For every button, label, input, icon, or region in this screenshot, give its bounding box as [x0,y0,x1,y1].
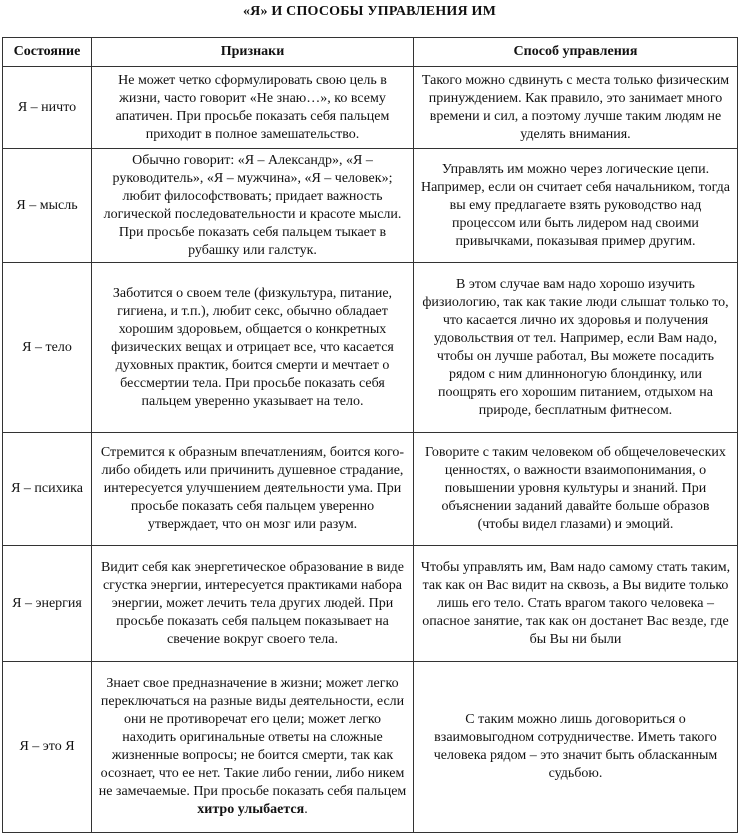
table-row [3,67,738,149]
column-header-method: Способ управления [414,38,738,67]
method-cell: Управлять им можно через логические цепи. Например, если он считает себя начальником, тогда вы ему предлагаете взять руководство над процессом или быть лидером над своими привычками, показывая пример другим. [414,149,738,263]
method-cell: В этом случае вам надо хорошо изучить физиологию, так как такие люди слышат только то, что касается лично их здоровья и получения удовольствия от тел. Например, если Вам надо, чтобы он лучше работал, Вы можете посадить рядом с ним длинноногую блондинку, или поощрять его хорошим питанием, отдыхом на природе, бесплатным фитнесом. [414,263,738,433]
table-row [3,263,738,433]
state-cell: Я – энергия [3,546,92,662]
table-row [3,662,738,833]
document-title: «Я» И СПОСОБЫ УПРАВЛЕНИЯ ИМ [242,4,497,19]
signs-end: . [304,802,308,817]
method-cell: Такого можно сдвинуть с места только физическим принуждением. Как правило, это занимает много времени и сил, а поэтому лучше таким людям не уделять внимания. [414,67,738,149]
state-cell: Я – тело [3,263,92,433]
method-cell: Говорите с таким человеком об общечеловеческих ценностях, о важности взаимопонимания, о повышении уровня культуры и знаний. При объяснении заданий давайте больше образов (чтобы видел глазами) и эмоций. [414,433,738,546]
signs-cell: Заботится о своем теле (физкультура, питание, гигиена, и т.п.), любит секс, обычно обладает хорошим здоровьем, общается о конкретных физических вещах и отрицает все, что касается духовных практик, боится смерти и мечтает о бессмертии тела. При просьбе показать себя пальцем уверенно указывает на тело. [92,263,414,433]
management-table [2,37,738,833]
signs-cell: Не может четко сформулировать свою цель в жизни, часто говорит «Не знаю…», ко всему апатичен. При просьбе показать себя пальцем приходит в полное замешательство. [92,67,414,149]
state-cell: Я – ничто [3,67,92,149]
signs-cell: Обычно говорит: «Я – Александр», «Я – руководитель», «Я – мужчина», «Я – человек»; любит философствовать; придает важность логической последовательности и красоте мысли. При просьбе показать себя пальцем тыкает в рубашку или галстук. [92,149,414,263]
table-row [3,149,738,263]
column-header-state: Состояние [3,38,92,67]
method-cell: Чтобы управлять им, Вам надо самому стать таким, так как он Вас видит на сквозь, а Вы видите только лишь его тело. Стать врагом такого человека – опасное занятие, так как он достанет Вас везде, где бы Вы ни были [414,546,738,662]
column-header-signs: Признаки [92,38,414,67]
signs-cell [92,662,414,833]
signs-cell: Стремится к образным впечатлениям, боится кого-либо обидеть или причинить душевное страдание, интересуется улучшением деятельности ума. При просьбе показать себя пальцем уверенно утверждает, что он мозг или разум. [92,433,414,546]
signs-cell: Видит себя как энергетическое образование в виде сгустка энергии, интересуется практиками набора энергии, может лечить тела других людей. При просьбе показать себя пальцем показывает на свечение вокруг своего тела. [92,546,414,662]
signs-text: Знает свое предназначение в жизни; может легко переключаться на разные виды деятельности, если они не противоречат его цели; может легко находить оригинальные ответы на сложные жизненные вопросы; не боится смерти, так как осознает, что ее нет. Такие либо гении, либо никем не замечаемые. При просьбе показать себя пальцем [98,676,407,799]
state-cell: Я – это Я [3,662,92,833]
state-cell: Я – мысль [3,149,92,263]
method-cell: С таким можно лишь договориться о взаимовыгодном сотрудничестве. Иметь такого человека рядом – это значит быть обласканным судьбою. [414,662,738,833]
signs-emphasis: хитро улыбается [197,802,305,817]
table-row [3,433,738,546]
state-cell: Я – психика [3,433,92,546]
table-row [3,546,738,662]
table-header-row [3,38,738,67]
